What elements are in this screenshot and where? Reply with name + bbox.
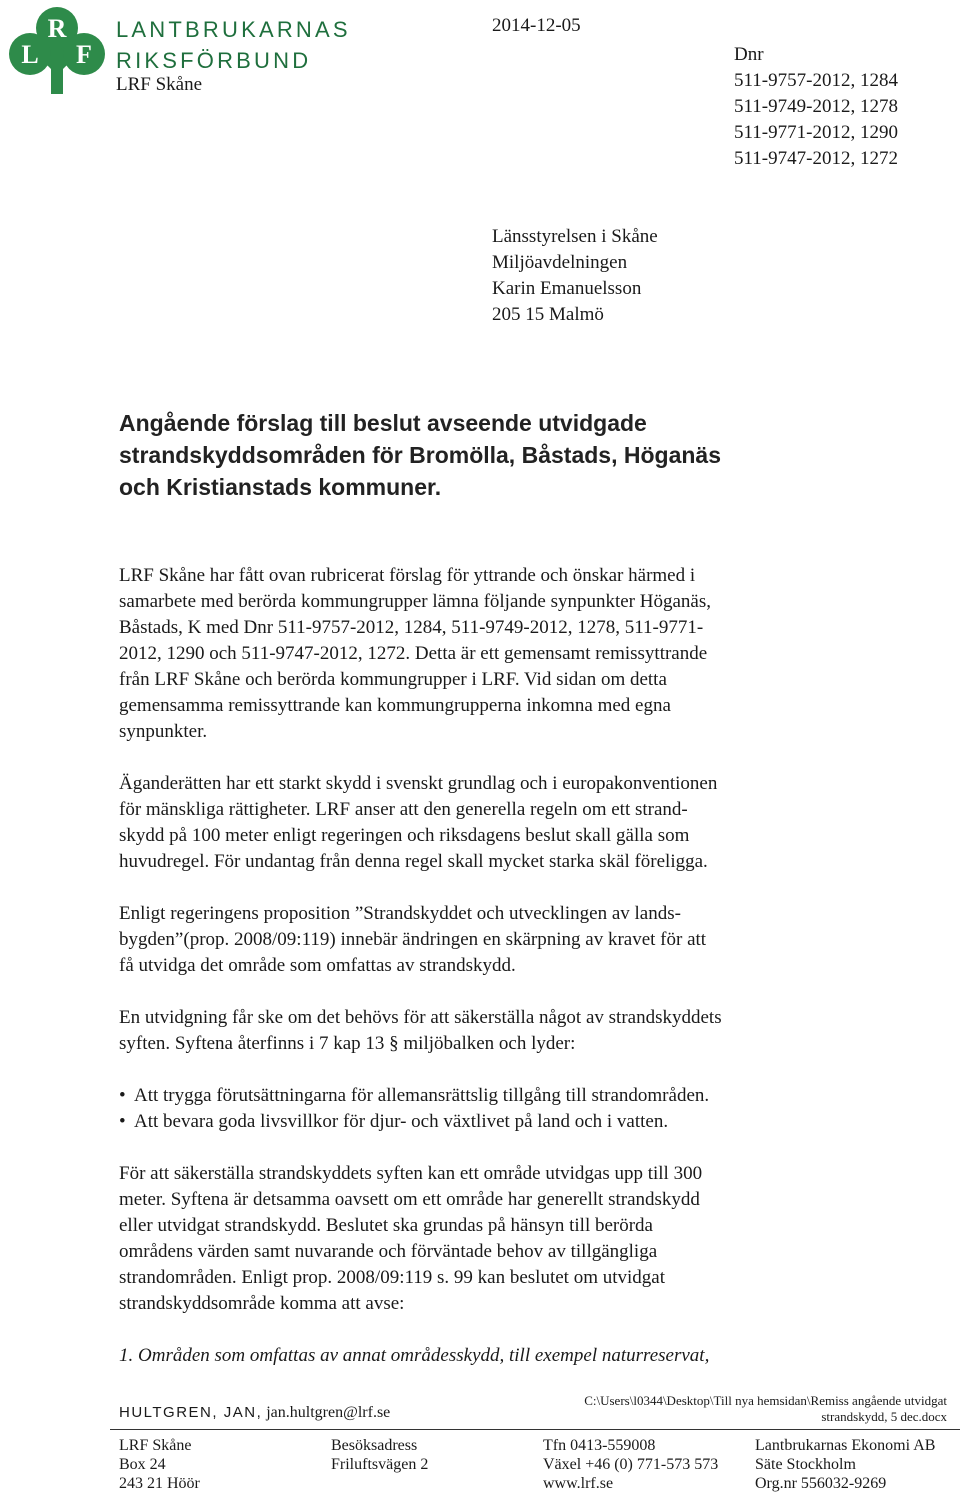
text-line: huvudregel. För undantag från denna regel skall mycket starka skäl föreligga. bbox=[119, 851, 708, 872]
logo-letter-l: L bbox=[21, 40, 39, 69]
author-name: HULTGREN, JAN, bbox=[119, 1404, 263, 1421]
text-line: synpunkter. bbox=[119, 721, 208, 742]
list-item-text: Att trygga förutsättningarna för allemansrättslig tillgång till strandområden. bbox=[134, 1085, 710, 1106]
text-line: Båstads, K med Dnr 511-9757-2012, 1284, 511-9749-2012, 1278, 511-9771- bbox=[119, 617, 704, 638]
footer-col-address bbox=[119, 1436, 200, 1493]
text-line: bygden”(prop. 2008/09:119) innebär ändringen en skärpning av kravet för att bbox=[119, 929, 707, 950]
letter-date: 2014-12-05 bbox=[492, 15, 581, 36]
text-line: Äganderätten har ett starkt skydd i svenskt grundlag och i europakonventionen bbox=[119, 773, 718, 794]
recipient-address bbox=[492, 224, 658, 328]
text-line: eller utvidgat strandskydd. Beslutet ska grundas på hänsyn till berörda bbox=[119, 1215, 653, 1236]
lrf-logo-icon bbox=[6, 4, 108, 96]
author-line bbox=[119, 1404, 390, 1422]
subject-line: och Kristianstads kommuner. bbox=[119, 474, 442, 500]
dnr-number: 511-9747-2012, 1272 bbox=[734, 148, 898, 169]
recipient-line: Miljöavdelningen bbox=[492, 252, 628, 273]
footer-col-visit bbox=[331, 1436, 428, 1474]
file-path-line: C:\Users\l0344\Desktop\Till nya hemsidan\Remiss angående utvidgat bbox=[584, 1393, 947, 1408]
logo-letter-f: F bbox=[76, 40, 92, 69]
org-subdivision: LRF Skåne bbox=[116, 74, 203, 95]
text-line: meter. Syftena är detsamma oavsett om ett område har generellt strandskydd bbox=[119, 1189, 700, 1210]
logo-letter-r: R bbox=[47, 14, 67, 43]
list-item-text: Att bevara goda livsvillkor för djur- och växtlivet på land och i vatten. bbox=[134, 1111, 669, 1132]
text-line: samarbete med berörda kommungrupper lämna följande synpunkter Höganäs, bbox=[119, 591, 711, 612]
text-line: få utvidga det område som omfattas av strandskydd. bbox=[119, 955, 516, 976]
recipient-line: 205 15 Malmö bbox=[492, 304, 604, 325]
recipient-line: Länsstyrelsen i Skåne bbox=[492, 226, 658, 247]
paragraph-purposes bbox=[119, 1005, 859, 1057]
recipient-line: Karin Emanuelsson bbox=[492, 278, 642, 299]
text-line: från LRF Skåne och berörda kommungrupper i LRF. Vid sidan om detta bbox=[119, 669, 667, 690]
footer-text: Tfn 0413-559008 bbox=[543, 1437, 656, 1454]
text-line: skydd på 100 meter enligt regeringen och riksdagens beslut skall gälla som bbox=[119, 825, 690, 846]
footer-text: Friluftsvägen 2 bbox=[331, 1456, 429, 1473]
text-line: områdens värden samt nuvarande och förväntade behov av tillgängliga bbox=[119, 1241, 658, 1262]
letter-body bbox=[119, 563, 859, 1395]
file-path bbox=[560, 1393, 947, 1425]
org-name bbox=[116, 14, 351, 76]
text-line: strandskyddsområde komma att avse: bbox=[119, 1293, 405, 1314]
text-line: LRF Skåne har fått ovan rubricerat förslag för yttrande och önskar härmed i bbox=[119, 565, 696, 586]
subject-line: strandskyddsområden för Bromölla, Båstads, Höganäs bbox=[119, 442, 721, 468]
text-line: En utvidgning får ske om det behövs för att säkerställa något av strandskyddets bbox=[119, 1007, 722, 1028]
dnr-label: Dnr bbox=[734, 44, 764, 65]
paragraph-numbered-item: 1. Områden som omfattas av annat områdesskydd, till exempel naturreservat, bbox=[119, 1345, 710, 1366]
text-line: 2012, 1290 och 511-9747-2012, 1272. Detta är ett gemensamt remissyttrande bbox=[119, 643, 708, 664]
footer-text: Org.nr 556032-9269 bbox=[755, 1475, 887, 1492]
text-line: För att säkerställa strandskyddets syften kan ett område utvidgas upp till 300 bbox=[119, 1163, 703, 1184]
footer-link-website[interactable]: www.lrf.se bbox=[543, 1475, 614, 1492]
paragraph-intro bbox=[119, 563, 859, 745]
paragraph-extension bbox=[119, 1161, 859, 1317]
footer-text: Box 24 bbox=[119, 1456, 166, 1473]
footer-text: Lantbrukarnas Ekonomi AB bbox=[755, 1437, 936, 1454]
footer-text: LRF Skåne bbox=[119, 1437, 192, 1454]
footer-text: Växel +46 (0) 771-573 573 bbox=[543, 1456, 719, 1473]
text-line: syften. Syftena återfinns i 7 kap 13 § miljöbalken och lyder: bbox=[119, 1033, 576, 1054]
subject-line: Angående förslag till beslut avseende utvidgade bbox=[119, 410, 647, 436]
dnr-number: 511-9749-2012, 1278 bbox=[734, 96, 898, 117]
footer-text: 243 21 Höör bbox=[119, 1475, 200, 1492]
text-line: gemensamma remissyttrande kan kommungrupperna inkomna med egna bbox=[119, 695, 671, 716]
org-name-line2: RIKSFÖRBUND bbox=[116, 48, 312, 73]
text-line: för mänskliga rättigheter. LRF anser att den generella regeln om ett strand- bbox=[119, 799, 688, 820]
footer-divider bbox=[110, 1429, 960, 1430]
footer-text: Besöksadress bbox=[331, 1437, 418, 1454]
bullet-icon: • bbox=[119, 1111, 126, 1132]
dnr-number: 511-9757-2012, 1284 bbox=[734, 70, 898, 91]
paragraph-ownership bbox=[119, 771, 859, 875]
subject-heading bbox=[119, 407, 879, 503]
footer-col-contact bbox=[543, 1436, 718, 1493]
list-item bbox=[119, 1109, 859, 1135]
file-path-line: strandskydd, 5 dec.docx bbox=[821, 1409, 947, 1424]
footer-col-company bbox=[755, 1436, 935, 1493]
text-line: strandområden. Enligt prop. 2008/09:119 s. 99 kan beslutet om utvidgat bbox=[119, 1267, 665, 1288]
dnr-number: 511-9771-2012, 1290 bbox=[734, 122, 898, 143]
author-email: jan.hultgren@lrf.se bbox=[266, 1404, 391, 1421]
bullet-icon: • bbox=[119, 1085, 126, 1106]
text-line: Enligt regeringens proposition ”Strandskyddet och utvecklingen av lands- bbox=[119, 903, 681, 924]
paragraph-proposition bbox=[119, 901, 859, 979]
list-item bbox=[119, 1083, 859, 1109]
org-name-line1: LANTBRUKARNAS bbox=[116, 17, 351, 42]
footer-text: Säte Stockholm bbox=[755, 1456, 856, 1473]
purpose-list bbox=[119, 1083, 859, 1135]
dnr-block bbox=[734, 42, 898, 172]
